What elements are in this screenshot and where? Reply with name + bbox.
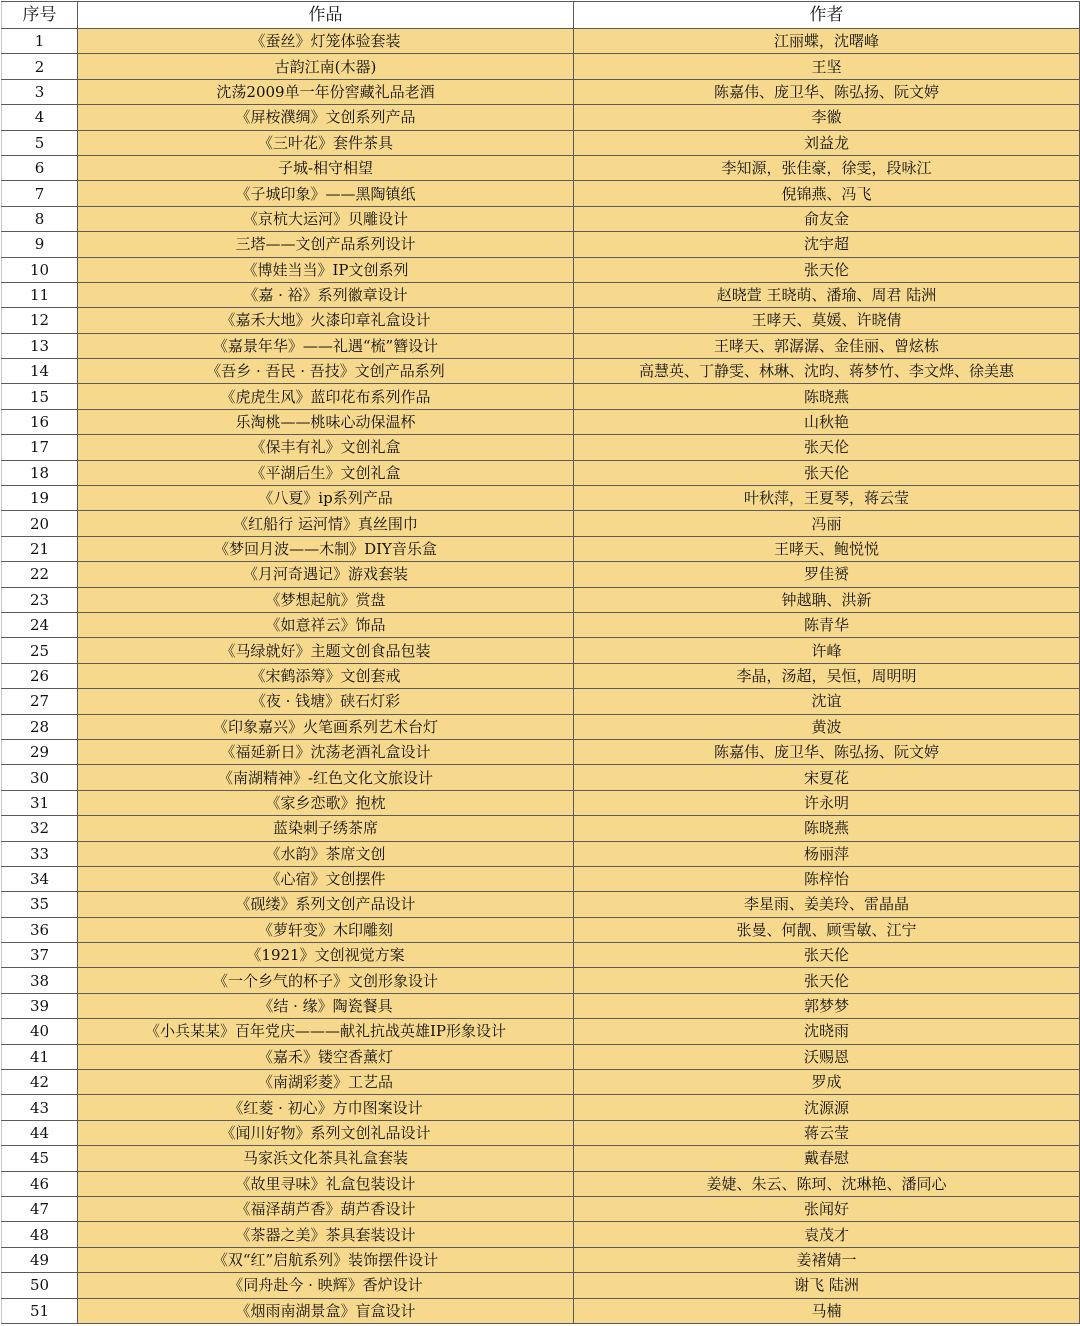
table-row <box>2 384 1080 409</box>
table-row <box>2 1273 1080 1298</box>
row-index-cell[interactable]: 19 <box>2 486 78 511</box>
table-row <box>2 663 1080 688</box>
row-index-cell[interactable]: 18 <box>2 460 78 485</box>
row-index-cell[interactable]: 4 <box>2 105 78 130</box>
author-cell[interactable]: 冯丽 <box>574 511 1080 536</box>
work-cell[interactable]: 《虎虎生风》蓝印花布系列作品 <box>78 384 574 409</box>
table-row <box>2 1095 1080 1120</box>
index-column-header[interactable]: 序号 <box>2 2 78 29</box>
work-cell[interactable]: 《茶器之美》茶具套装设计 <box>78 1222 574 1247</box>
row-index-cell[interactable]: 20 <box>2 511 78 536</box>
table-row <box>2 536 1080 561</box>
row-index-cell[interactable]: 33 <box>2 841 78 866</box>
work-cell[interactable]: 《福延新日》沈荡老酒礼盒设计 <box>78 739 574 764</box>
table-row <box>2 892 1080 917</box>
row-index-cell[interactable]: 23 <box>2 587 78 612</box>
table-row <box>2 841 1080 866</box>
author-cell[interactable]: 罗成 <box>574 1070 1080 1095</box>
work-cell[interactable]: 乐淘桃——桃味心动保温杯 <box>78 409 574 434</box>
work-cell[interactable]: 《烟雨南湖景盒》盲盒设计 <box>78 1298 574 1323</box>
table-row <box>2 130 1080 155</box>
author-cell[interactable]: 李知源，张佳豪，徐雯，段咏江 <box>574 155 1080 180</box>
author-cell[interactable]: 蒋云莹 <box>574 1120 1080 1145</box>
table-row <box>2 816 1080 841</box>
row-index-cell[interactable]: 11 <box>2 282 78 307</box>
table-row <box>2 917 1080 942</box>
author-cell[interactable]: 沃赐恩 <box>574 1044 1080 1069</box>
author-cell[interactable]: 张天伦 <box>574 943 1080 968</box>
work-cell[interactable]: 子城-相守相望 <box>78 155 574 180</box>
table-row <box>2 1247 1080 1272</box>
work-cell[interactable]: 《闻川好物》系列文创礼品设计 <box>78 1120 574 1145</box>
work-cell[interactable]: 沈荡2009单一年份窖藏礼品老酒 <box>78 79 574 104</box>
row-index-cell[interactable]: 35 <box>2 892 78 917</box>
row-index-cell[interactable]: 48 <box>2 1222 78 1247</box>
author-cell[interactable]: 叶秋萍，王夏琴，蒋云莹 <box>574 486 1080 511</box>
row-index-cell[interactable]: 47 <box>2 1196 78 1221</box>
work-cell[interactable]: 《嘉禾》镂空香薰灯 <box>78 1044 574 1069</box>
author-column-header[interactable]: 作者 <box>574 2 1080 29</box>
row-index-cell[interactable]: 34 <box>2 866 78 891</box>
author-cell[interactable]: 陈青华 <box>574 612 1080 637</box>
table-row <box>2 105 1080 130</box>
work-cell[interactable]: 《萝轩变》木印雕刻 <box>78 917 574 942</box>
work-cell[interactable]: 《嘉 · 裕》系列徽章设计 <box>78 282 574 307</box>
table-row <box>2 943 1080 968</box>
work-cell[interactable]: 《心宿》文创摆件 <box>78 866 574 891</box>
work-cell[interactable]: 《一个乡气的杯子》文创形象设计 <box>78 968 574 993</box>
table-row <box>2 1171 1080 1196</box>
author-cell[interactable]: 沈源源 <box>574 1095 1080 1120</box>
author-cell[interactable]: 黄波 <box>574 714 1080 739</box>
row-index-cell[interactable]: 25 <box>2 638 78 663</box>
work-cell[interactable]: 《宋鹤添筹》文创套戒 <box>78 663 574 688</box>
table-row <box>2 765 1080 790</box>
header-row <box>2 2 1080 29</box>
row-index-cell[interactable]: 27 <box>2 689 78 714</box>
work-cell[interactable]: 《八夏》ip系列产品 <box>78 486 574 511</box>
table-row <box>2 968 1080 993</box>
row-index-cell[interactable]: 51 <box>2 1298 78 1323</box>
author-cell[interactable]: 江丽蝶，沈曙峰 <box>574 29 1080 54</box>
row-index-cell[interactable]: 1 <box>2 29 78 54</box>
table-row <box>2 689 1080 714</box>
table-row <box>2 1019 1080 1044</box>
table-row <box>2 155 1080 180</box>
author-cell[interactable]: 杨丽萍 <box>574 841 1080 866</box>
row-index-cell[interactable]: 13 <box>2 333 78 358</box>
table-row <box>2 1222 1080 1247</box>
work-cell[interactable]: 《博娃当当》IP文创系列 <box>78 257 574 282</box>
work-cell[interactable]: 《三叶花》套件茶具 <box>78 130 574 155</box>
table-row <box>2 562 1080 587</box>
work-cell[interactable]: 《红船行 运河情》真丝围巾 <box>78 511 574 536</box>
author-cell[interactable]: 王哮天、鲍悦悦 <box>574 536 1080 561</box>
table-row <box>2 790 1080 815</box>
table-row <box>2 1298 1080 1323</box>
author-cell[interactable]: 李徽 <box>574 105 1080 130</box>
author-cell[interactable]: 袁茂才 <box>574 1222 1080 1247</box>
work-column-header[interactable]: 作品 <box>78 2 574 29</box>
work-cell[interactable]: 《子城印象》——黑陶镇纸 <box>78 181 574 206</box>
row-index-cell[interactable]: 31 <box>2 790 78 815</box>
row-index-cell[interactable]: 14 <box>2 359 78 384</box>
table-row <box>2 206 1080 231</box>
author-cell[interactable]: 俞友金 <box>574 206 1080 231</box>
row-index-cell[interactable]: 39 <box>2 993 78 1018</box>
work-cell[interactable]: 《如意祥云》饰品 <box>78 612 574 637</box>
row-index-cell[interactable]: 16 <box>2 409 78 434</box>
row-index-cell[interactable]: 17 <box>2 435 78 460</box>
row-index-cell[interactable]: 46 <box>2 1171 78 1196</box>
work-cell[interactable]: 《夜 · 钱塘》硖石灯彩 <box>78 689 574 714</box>
author-cell[interactable]: 马楠 <box>574 1298 1080 1323</box>
table-row <box>2 181 1080 206</box>
row-index-cell[interactable]: 32 <box>2 816 78 841</box>
author-cell[interactable]: 姜婕、朱云、陈珂、沈琳艳、潘同心 <box>574 1171 1080 1196</box>
author-cell[interactable]: 倪锦燕、冯飞 <box>574 181 1080 206</box>
table-row <box>2 359 1080 384</box>
work-cell[interactable]: 《月河奇遇记》游戏套装 <box>78 562 574 587</box>
row-index-cell[interactable]: 15 <box>2 384 78 409</box>
work-cell[interactable]: 《1921》文创视觉方案 <box>78 943 574 968</box>
table-row <box>2 257 1080 282</box>
author-cell[interactable]: 高慧英、丁静雯、林琳、沈昀、蒋梦竹、李文烨、徐美惠 <box>574 359 1080 384</box>
work-cell[interactable]: 《家乡恋歌》抱枕 <box>78 790 574 815</box>
table-row <box>2 1044 1080 1069</box>
row-index-cell[interactable]: 6 <box>2 155 78 180</box>
work-cell[interactable]: 《平湖后生》文创礼盒 <box>78 460 574 485</box>
work-cell[interactable]: 《保丰有礼》文创礼盒 <box>78 435 574 460</box>
row-index-cell[interactable]: 12 <box>2 308 78 333</box>
author-cell[interactable]: 山秋艳 <box>574 409 1080 434</box>
work-cell[interactable]: 《南湖彩菱》工艺品 <box>78 1070 574 1095</box>
work-cell[interactable]: 《蚕丝》灯笼体验套装 <box>78 29 574 54</box>
work-cell[interactable]: 《双“红”启航系列》装饰摆件设计 <box>78 1247 574 1272</box>
row-index-cell[interactable]: 10 <box>2 257 78 282</box>
row-index-cell[interactable]: 3 <box>2 79 78 104</box>
work-cell[interactable]: 《故里寻味》礼盒包装设计 <box>78 1171 574 1196</box>
author-cell[interactable]: 沈晓雨 <box>574 1019 1080 1044</box>
row-index-cell[interactable]: 2 <box>2 54 78 79</box>
author-cell[interactable]: 王坚 <box>574 54 1080 79</box>
row-index-cell[interactable]: 36 <box>2 917 78 942</box>
row-index-cell[interactable]: 9 <box>2 232 78 257</box>
work-cell[interactable]: 《结 · 缘》陶瓷餐具 <box>78 993 574 1018</box>
table-row <box>2 714 1080 739</box>
work-cell[interactable]: 马家浜文化茶具礼盒套装 <box>78 1146 574 1171</box>
table-row <box>2 486 1080 511</box>
row-index-cell[interactable]: 7 <box>2 181 78 206</box>
row-index-cell[interactable]: 44 <box>2 1120 78 1145</box>
row-index-cell[interactable]: 43 <box>2 1095 78 1120</box>
author-cell[interactable]: 沈谊 <box>574 689 1080 714</box>
table-row <box>2 587 1080 612</box>
row-index-cell[interactable]: 5 <box>2 130 78 155</box>
row-index-cell[interactable]: 26 <box>2 663 78 688</box>
table-row <box>2 1196 1080 1221</box>
table-row <box>2 638 1080 663</box>
table-row <box>2 79 1080 104</box>
table-row <box>2 612 1080 637</box>
table-row <box>2 232 1080 257</box>
row-index-cell[interactable]: 8 <box>2 206 78 231</box>
work-cell[interactable]: 古韵江南(木器) <box>78 54 574 79</box>
table-row <box>2 435 1080 460</box>
work-cell[interactable]: 蓝染刺子绣茶席 <box>78 816 574 841</box>
table-row <box>2 511 1080 536</box>
work-cell[interactable]: 《小兵某某》百年党庆———献礼抗战英雄IP形象设计 <box>78 1019 574 1044</box>
author-cell[interactable]: 张天伦 <box>574 435 1080 460</box>
table-row <box>2 282 1080 307</box>
work-cell[interactable]: 《砚缕》系列文创产品设计 <box>78 892 574 917</box>
work-cell[interactable]: 《水韵》茶席文创 <box>78 841 574 866</box>
row-index-cell[interactable]: 22 <box>2 562 78 587</box>
author-cell[interactable]: 张曼、何靓、顾雪敏、江宁 <box>574 917 1080 942</box>
row-index-cell[interactable]: 45 <box>2 1146 78 1171</box>
author-cell[interactable]: 陈梓怡 <box>574 866 1080 891</box>
author-cell[interactable]: 郭梦梦 <box>574 993 1080 1018</box>
author-cell[interactable]: 谢飞 陆洲 <box>574 1273 1080 1298</box>
author-cell[interactable]: 罗佳赟 <box>574 562 1080 587</box>
row-index-cell[interactable]: 38 <box>2 968 78 993</box>
work-cell[interactable]: 《同舟赴今 · 映辉》香炉设计 <box>78 1273 574 1298</box>
table-row <box>2 1120 1080 1145</box>
work-cell[interactable]: 《马绿就好》主题文创食品包装 <box>78 638 574 663</box>
table-row <box>2 1146 1080 1171</box>
table-row <box>2 54 1080 79</box>
work-cell[interactable]: 《福泽葫芦香》葫芦香设计 <box>78 1196 574 1221</box>
work-cell[interactable]: 三塔——文创产品系列设计 <box>78 232 574 257</box>
works-table <box>1 1 1080 1324</box>
work-cell[interactable]: 《红菱 · 初心》方巾图案设计 <box>78 1095 574 1120</box>
author-cell[interactable]: 陈晓燕 <box>574 816 1080 841</box>
author-cell[interactable]: 陈晓燕 <box>574 384 1080 409</box>
author-cell[interactable]: 姜褚婧一 <box>574 1247 1080 1272</box>
table-row <box>2 29 1080 54</box>
row-index-cell[interactable]: 28 <box>2 714 78 739</box>
table-row <box>2 308 1080 333</box>
author-cell[interactable]: 刘益龙 <box>574 130 1080 155</box>
row-index-cell[interactable]: 49 <box>2 1247 78 1272</box>
row-index-cell[interactable]: 37 <box>2 943 78 968</box>
work-cell[interactable]: 《梦想起航》赏盘 <box>78 587 574 612</box>
row-index-cell[interactable]: 41 <box>2 1044 78 1069</box>
work-cell[interactable]: 《吾乡 · 吾民 · 吾技》文创产品系列 <box>78 359 574 384</box>
row-index-cell[interactable]: 24 <box>2 612 78 637</box>
table-row <box>2 409 1080 434</box>
author-cell[interactable]: 王哮天、莫媛、许晓倩 <box>574 308 1080 333</box>
author-cell[interactable]: 张闻好 <box>574 1196 1080 1221</box>
work-cell[interactable]: 《梦回月波——木制》DIY音乐盒 <box>78 536 574 561</box>
author-cell[interactable]: 许永明 <box>574 790 1080 815</box>
work-cell[interactable]: 《京杭大运河》贝雕设计 <box>78 206 574 231</box>
row-index-cell[interactable]: 29 <box>2 739 78 764</box>
table-row <box>2 739 1080 764</box>
table-row <box>2 460 1080 485</box>
work-cell[interactable]: 《嘉景年华》——礼遇“梳”簪设计 <box>78 333 574 358</box>
author-cell[interactable]: 张天伦 <box>574 968 1080 993</box>
author-cell[interactable]: 王哮天、郭潺潺、金佳丽、曾炫栋 <box>574 333 1080 358</box>
work-cell[interactable]: 《屏桉濮绸》文创系列产品 <box>78 105 574 130</box>
author-cell[interactable]: 宋夏花 <box>574 765 1080 790</box>
row-index-cell[interactable]: 30 <box>2 765 78 790</box>
author-cell[interactable]: 许峰 <box>574 638 1080 663</box>
table-row <box>2 866 1080 891</box>
row-index-cell[interactable]: 40 <box>2 1019 78 1044</box>
work-cell[interactable]: 《嘉禾大地》火漆印章礼盒设计 <box>78 308 574 333</box>
author-cell[interactable]: 陈嘉伟、庞卫华、陈弘扬、阮文婷 <box>574 739 1080 764</box>
work-cell[interactable]: 《南湖精神》-红色文化文旅设计 <box>78 765 574 790</box>
work-cell[interactable]: 《印象嘉兴》火笔画系列艺术台灯 <box>78 714 574 739</box>
author-cell[interactable]: 张天伦 <box>574 257 1080 282</box>
author-cell[interactable]: 沈宇超 <box>574 232 1080 257</box>
author-cell[interactable]: 赵晓萱 王晓萌、潘瑜、周君 陆洲 <box>574 282 1080 307</box>
table-row <box>2 333 1080 358</box>
table-row <box>2 1070 1080 1095</box>
row-index-cell[interactable]: 50 <box>2 1273 78 1298</box>
author-cell[interactable]: 张天伦 <box>574 460 1080 485</box>
author-cell[interactable]: 戴春慰 <box>574 1146 1080 1171</box>
author-cell[interactable]: 钟越聃、洪新 <box>574 587 1080 612</box>
author-cell[interactable]: 李星雨、姜美玲、雷晶晶 <box>574 892 1080 917</box>
table-row <box>2 993 1080 1018</box>
author-cell[interactable]: 陈嘉伟、庞卫华、陈弘扬、阮文婷 <box>574 79 1080 104</box>
row-index-cell[interactable]: 42 <box>2 1070 78 1095</box>
row-index-cell[interactable]: 21 <box>2 536 78 561</box>
author-cell[interactable]: 李晶，汤超，吴恒，周明明 <box>574 663 1080 688</box>
